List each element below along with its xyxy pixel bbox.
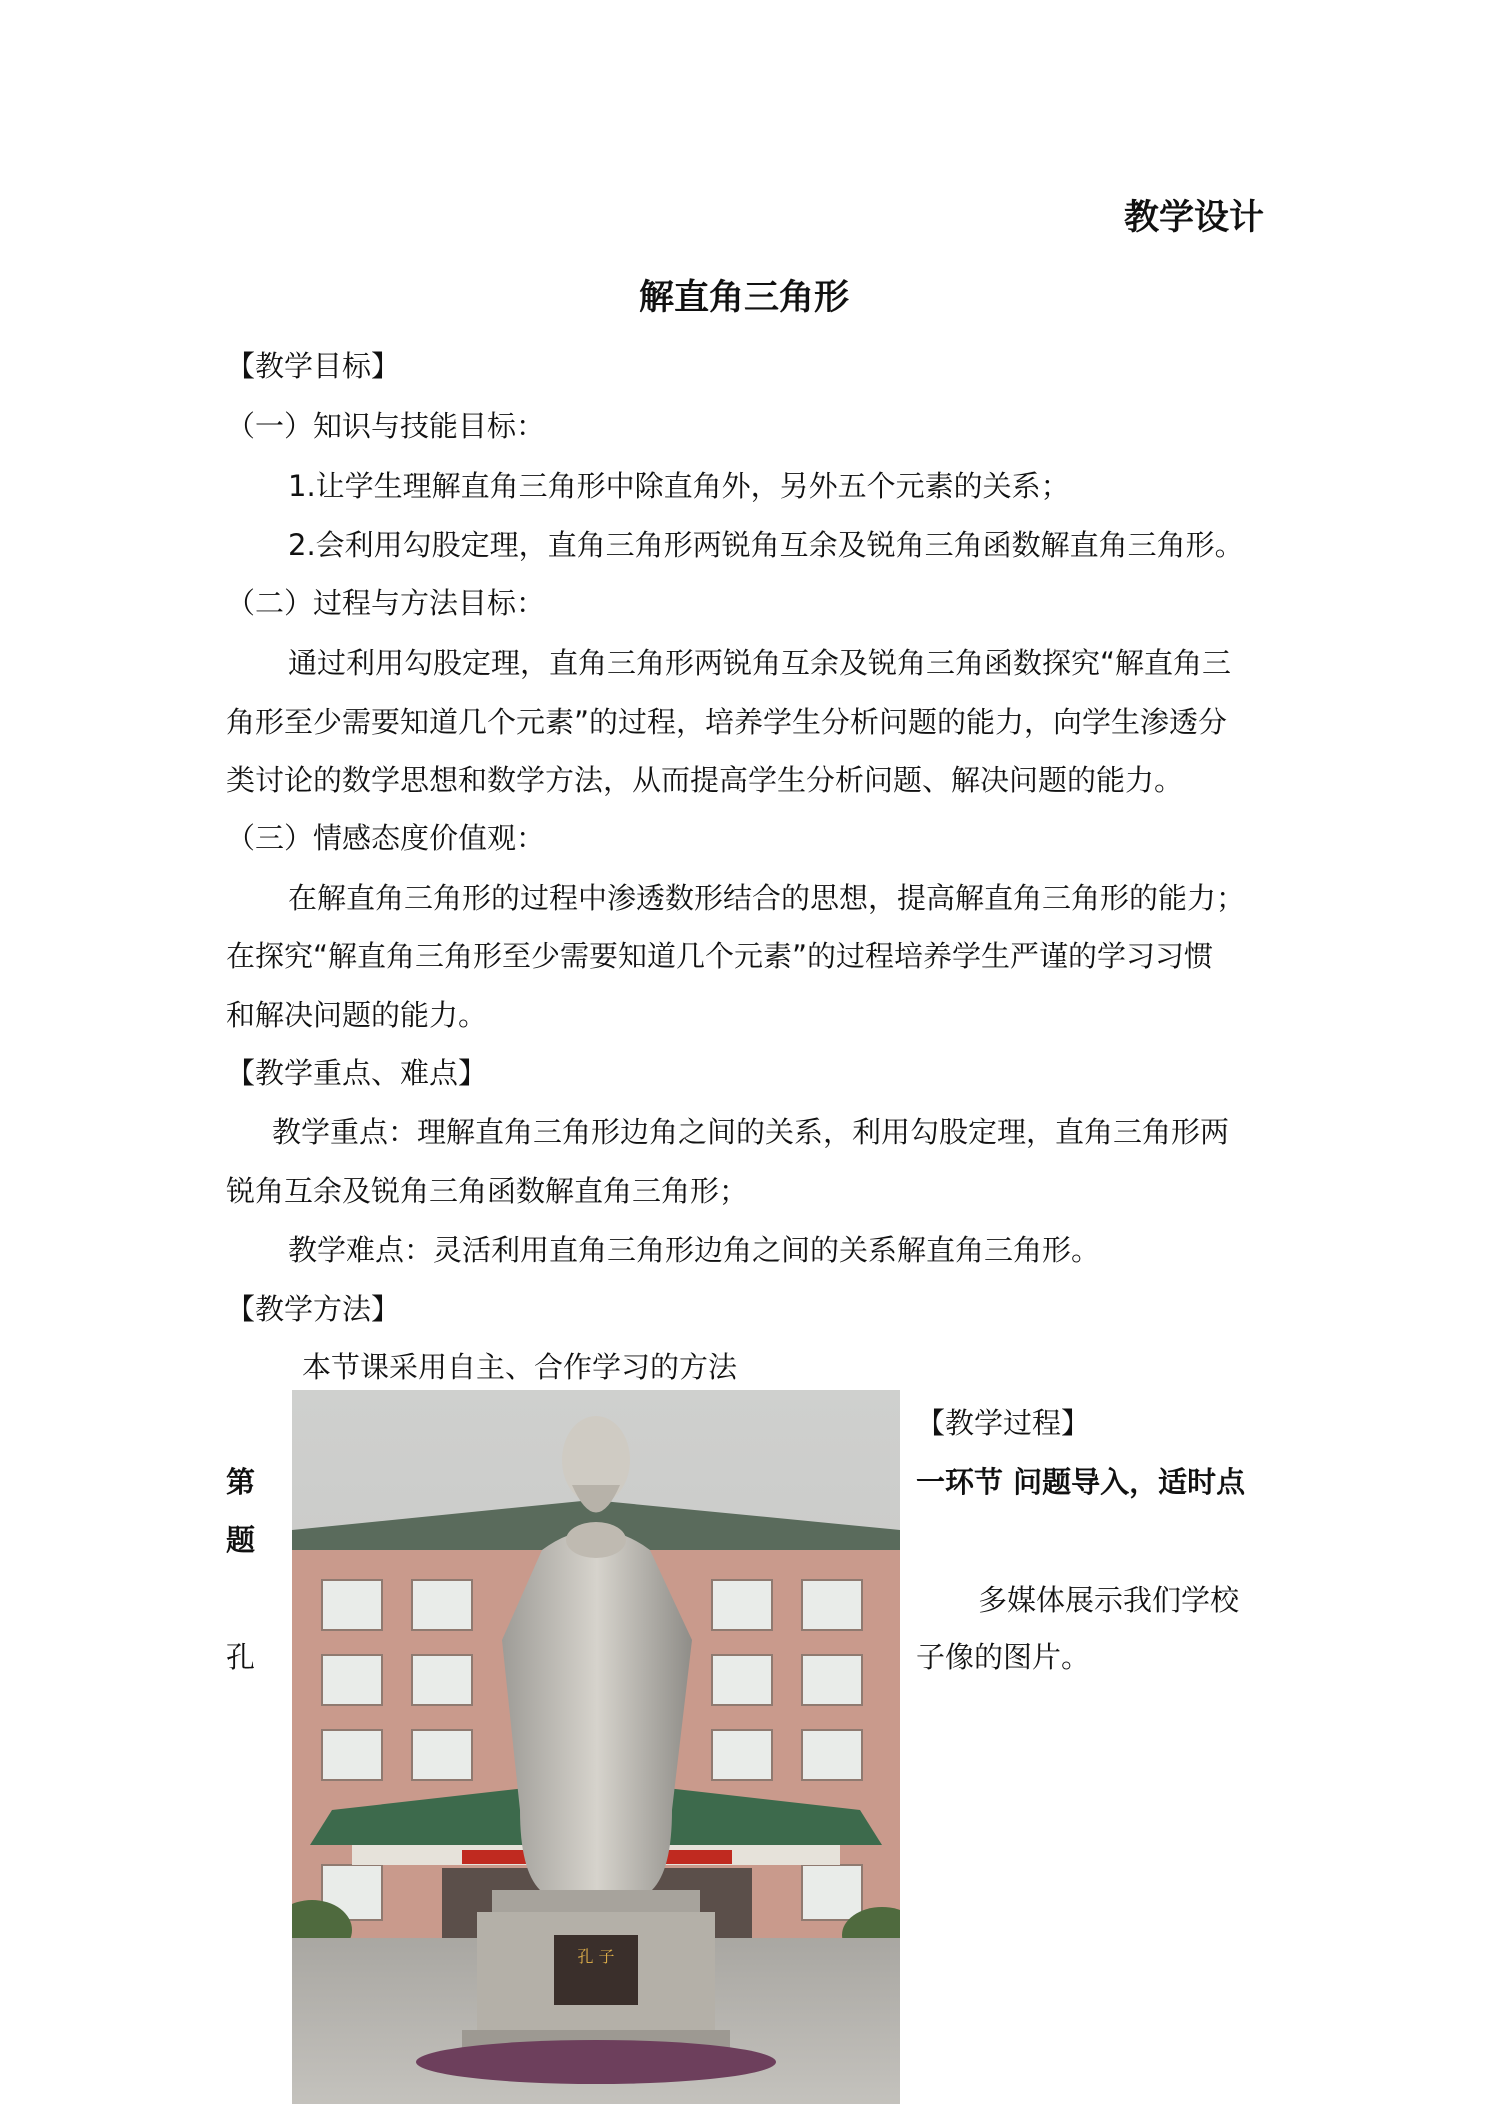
document-type-label: 教学设计 bbox=[1123, 198, 1264, 238]
stage-label-left-cont: 题 bbox=[226, 1523, 256, 1557]
process-goals-line: 角形至少需要知道几个元素”的过程，培养学生分析问题的能力，向学生渗透分 bbox=[226, 705, 1228, 739]
emotion-goals-line: 在解直角三角形的过程中渗透数形结合的思想，提高解直角三角形的能力； bbox=[288, 881, 1246, 915]
process-goals-line: 通过利用勾股定理，直角三角形两锐角互余及锐角三角函数探究“解直角三 bbox=[288, 646, 1232, 680]
process-goals-heading: （二）过程与方法目标： bbox=[226, 586, 546, 620]
knowledge-goals-heading: （一）知识与技能目标： bbox=[226, 409, 546, 443]
stage-body-left: 孔 bbox=[226, 1640, 256, 1674]
focus-line: 锐角互余及锐角三角函数解直角三角形； bbox=[226, 1174, 749, 1208]
method-heading: 【教学方法】 bbox=[226, 1292, 401, 1326]
stage-label-right: 一环节 问题导入，适时点 bbox=[916, 1465, 1246, 1499]
document-title: 解直角三角形 bbox=[638, 278, 849, 318]
confucius-statue-photo bbox=[292, 1390, 900, 2104]
stage-label-left: 第 bbox=[226, 1465, 256, 1499]
focus-line: 教学重点：理解直角三角形边角之间的关系，利用勾股定理，直角三角形两 bbox=[272, 1115, 1230, 1149]
difficulty-line: 教学难点：灵活利用直角三角形边角之间的关系解直角三角形。 bbox=[288, 1233, 1101, 1267]
knowledge-goal-item-1: 1.让学生理解直角三角形中除直角外，另外五个元素的关系； bbox=[288, 469, 1070, 503]
process-goals-line: 类讨论的数学思想和数学方法，从而提高学生分析问题、解决问题的能力。 bbox=[226, 763, 1184, 797]
method-text: 本节课采用自主、合作学习的方法 bbox=[302, 1350, 738, 1384]
emotion-goals-heading: （三）情感态度价值观： bbox=[226, 821, 546, 855]
emotion-goals-line: 在探究“解直角三角形至少需要知道几个元素”的过程培养学生严谨的学习习惯 bbox=[226, 939, 1214, 973]
stage-body-right-cont: 子像的图片。 bbox=[916, 1640, 1091, 1674]
plaque-title: 孔 子 bbox=[577, 1947, 615, 1966]
objectives-heading: 【教学目标】 bbox=[226, 349, 401, 383]
statue-photo-graphic bbox=[292, 1390, 900, 2104]
keypoints-heading: 【教学重点、难点】 bbox=[226, 1056, 488, 1090]
teaching-process-heading: 【教学过程】 bbox=[916, 1406, 1091, 1440]
knowledge-goal-item-2: 2.会利用勾股定理，直角三角形两锐角互余及锐角三角函数解直角三角形。 bbox=[288, 528, 1244, 562]
emotion-goals-line: 和解决问题的能力。 bbox=[226, 998, 488, 1032]
stage-body-right: 多媒体展示我们学校 bbox=[978, 1583, 1240, 1617]
